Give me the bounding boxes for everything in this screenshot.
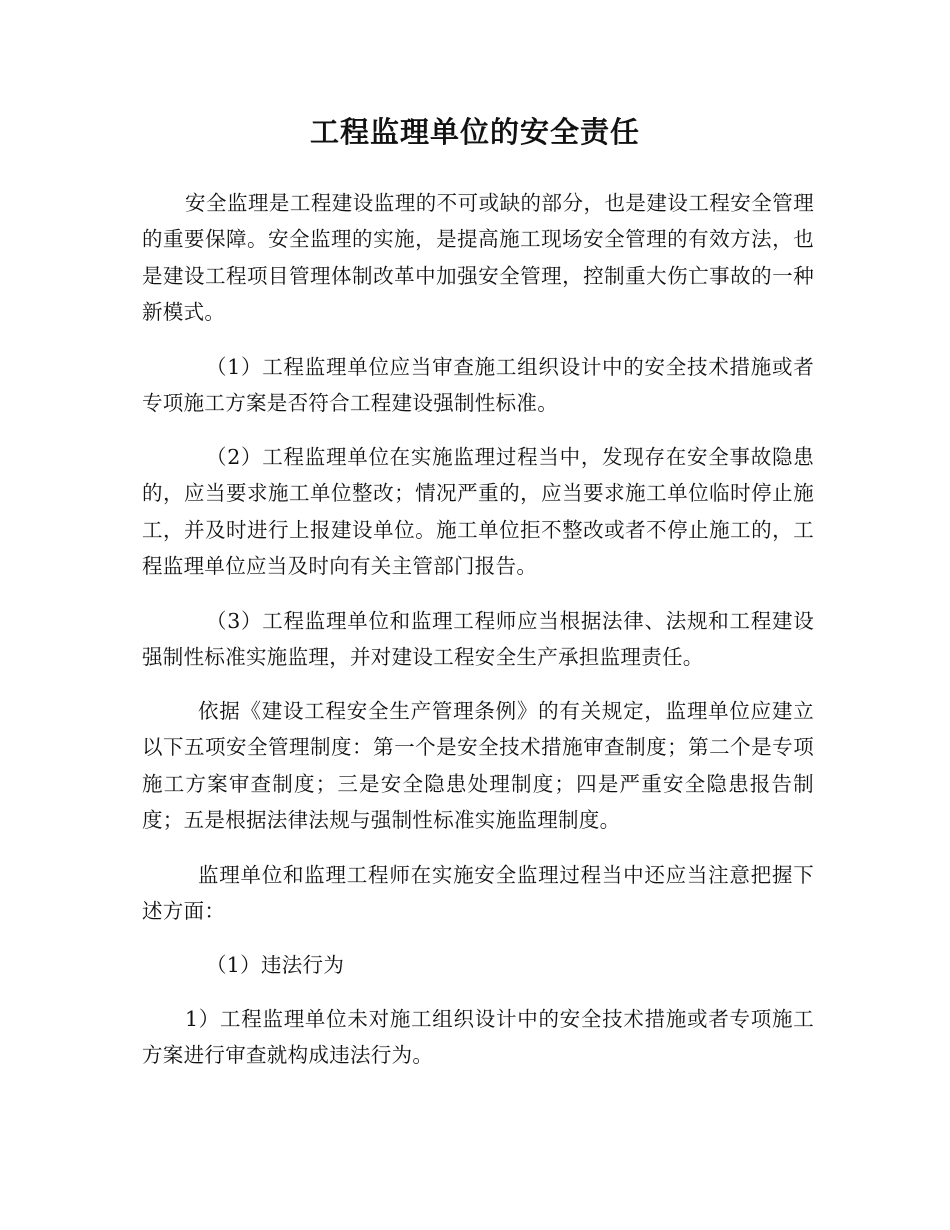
paragraph-item-2: （2）工程监理单位在实施监理过程当中，发现存在安全事故隐患的，应当要求施工单位整改；情况严重的，应当要求施工单位临时停止施工，并及时进行上报建设单位。施工单位拒不整改或者不停止施工的，工程监理单位应当及时向有关主管部门报告。 — [142, 444, 814, 578]
paragraph-attention: 监理单位和监理工程师在实施安全监理过程当中还应当注意把握下述方面： — [142, 862, 814, 923]
paragraph-regulations: 依据《建设工程安全生产管理条例》的有关规定，监理单位应建立以下五项安全管理制度：第一个是安全技术措施审查制度；第二个是专项施工方案审查制度；三是安全隐患处理制度；四是严重安全隐患报告制度；五是根据法律法规与强制性标准实施监理制度。 — [142, 698, 814, 832]
paragraph-violation-1: 1）工程监理单位未对施工组织设计中的安全技术措施或者专项施工方案进行审查就构成违法行为。 — [142, 1006, 814, 1067]
paragraph-item-1: （1）工程监理单位应当审查施工组织设计中的安全技术措施或者专项施工方案是否符合工程建设强制性标准。 — [142, 354, 814, 415]
paragraph-item-3: （3）工程监理单位和监理工程师应当根据法律、法规和工程建设强制性标准实施监理，并对建设工程安全生产承担监理责任。 — [142, 608, 814, 669]
section-heading-violations: （1）违法行为 — [206, 952, 345, 977]
paragraph-intro: 安全监理是工程建设监理的不可或缺的部分，也是建设工程安全管理的重要保障。安全监理的实施，是提高施工现场安全管理的有效方法，也是建设工程项目管理体制改革中加强安全管理，控制重大伤亡事故的一种新模式。 — [142, 190, 814, 324]
document-title: 工程监理单位的安全责任 — [309, 115, 640, 149]
